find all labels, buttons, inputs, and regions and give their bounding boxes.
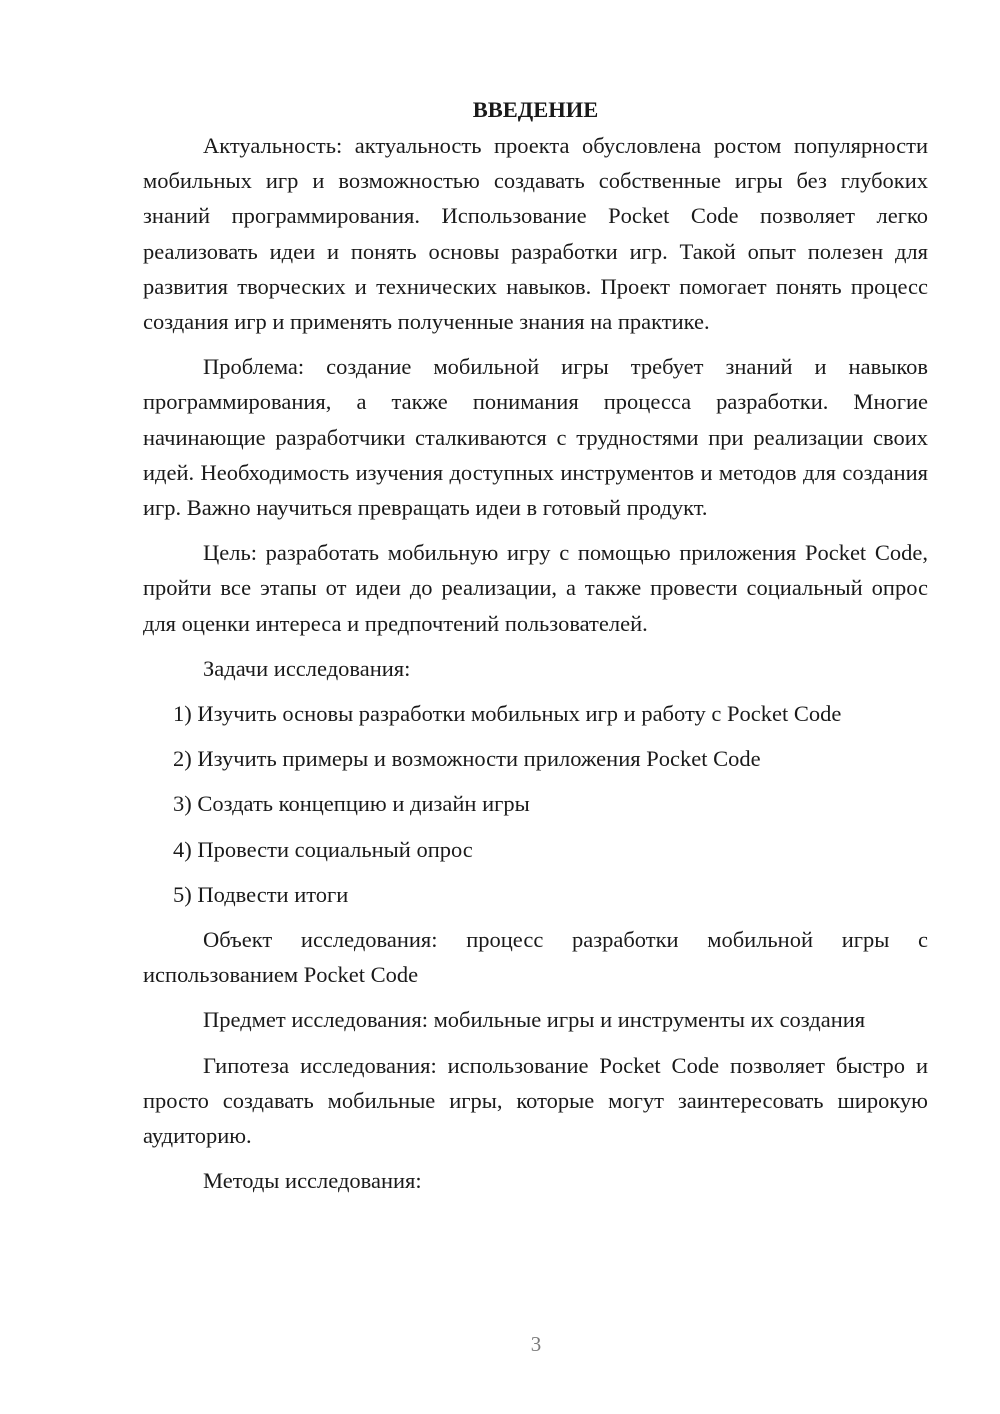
tasks-list bbox=[143, 696, 928, 912]
paragraph-problem: Проблема: создание мобильной игры требует знаний и навыков программирования, а также понимания процесса разработки. Многие начинающие разработчики сталкиваются с трудностями при реализации своих идей. Необходимость изучения доступных инструментов и методов для создания игр. Важно научиться превращать идеи в готовый продукт. bbox=[143, 354, 928, 521]
paragraph-goal: Цель: разработать мобильную игру с помощью приложения Pocket Code, пройти все этапы от идеи до реализации, а также провести социальный опрос для оценки интереса и предпочтений пользователей. bbox=[143, 540, 928, 636]
paragraph-hypothesis: Гипотеза исследования: использование Pocket Code позволяет быстро и просто создавать мобильные игры, которые могут заинтересовать широкую аудиторию. bbox=[143, 1052, 928, 1149]
list-item: 1) Изучить основы разработки мобильных игр и работу с Pocket Code bbox=[173, 701, 842, 727]
paragraph-object: Объект исследования: процесс разработки мобильной игры с использованием Pocket Code bbox=[143, 927, 928, 988]
list-item: 5) Подвести итоги bbox=[173, 881, 349, 907]
paragraph-relevance: Актуальность: актуальность проекта обусловлена ростом популярности мобильных игр и возможностью создавать собственные игры без глубоких знаний программирования. Использование Pocket Code позволяет легко реализовать идеи и понять основы разработки игр. Такой опыт полезен для развития творческих и технических навыков. Проект помогает понять процесс создания игр и применять полученные знания на практике. bbox=[143, 133, 928, 335]
tasks-heading: Задачи исследования: bbox=[203, 655, 411, 681]
page-number: 3 bbox=[530, 1332, 542, 1356]
list-item: 4) Провести социальный опрос bbox=[173, 836, 473, 862]
section-title: ВВЕДЕНИЕ bbox=[472, 97, 599, 122]
document-page bbox=[143, 92, 928, 1208]
methods-heading: Методы исследования: bbox=[203, 1168, 422, 1194]
list-item: 3) Создать концепцию и дизайн игры bbox=[173, 791, 530, 817]
paragraph-subject: Предмет исследования: мобильные игры и инструменты их создания bbox=[203, 1007, 866, 1033]
list-item: 2) Изучить примеры и возможности приложения Pocket Code bbox=[173, 746, 761, 772]
